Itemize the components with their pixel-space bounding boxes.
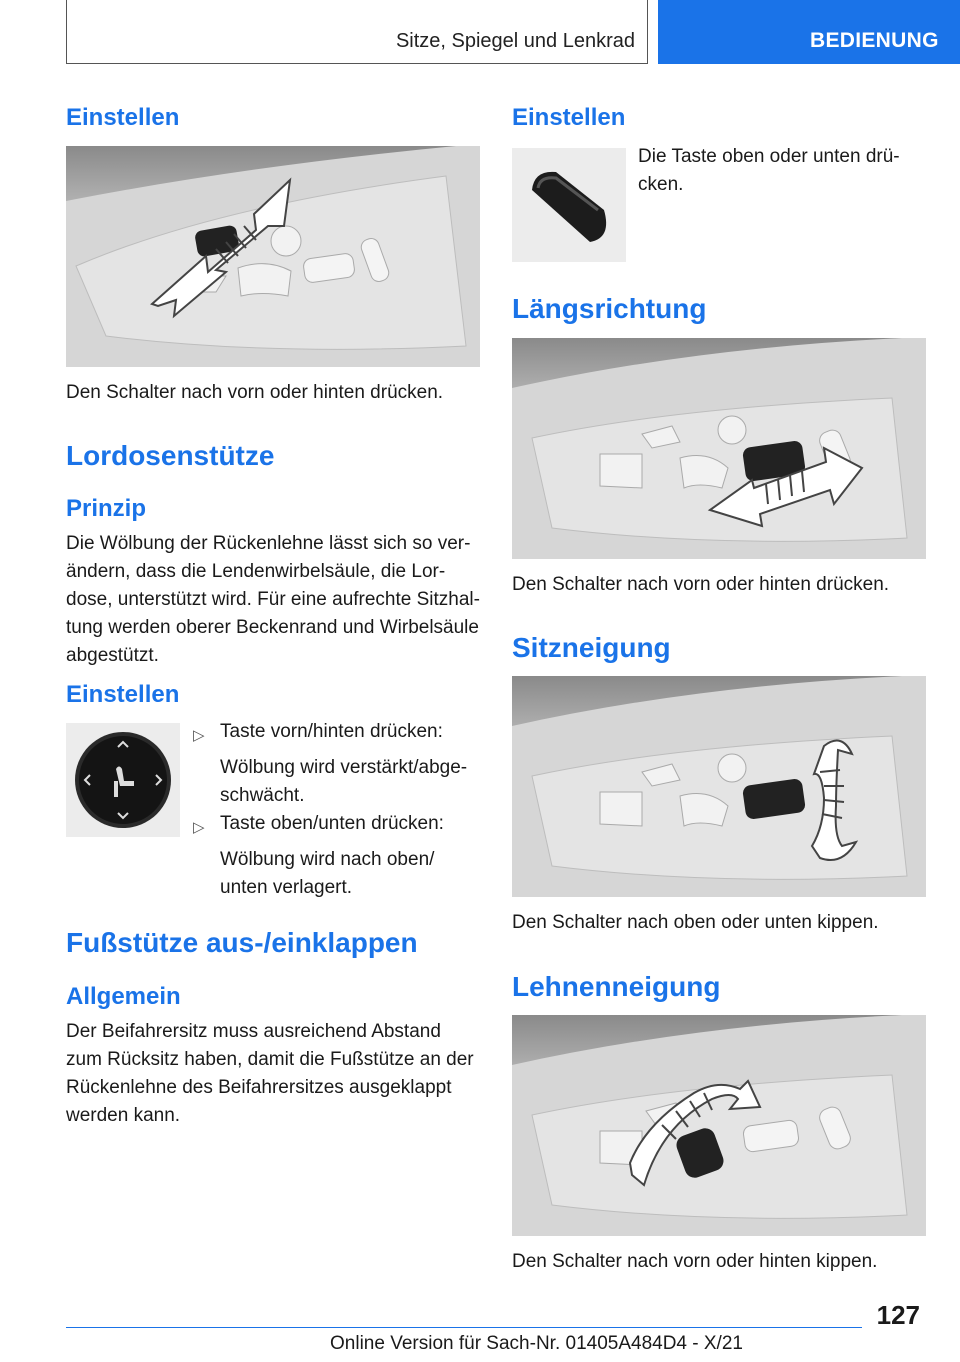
heading-einstellen-left: Einstellen	[66, 104, 180, 131]
heading-laengsrichtung: Längsrichtung	[512, 293, 707, 324]
heading-einstellen-right: Einstellen	[512, 104, 626, 131]
figure-rocker-button	[512, 148, 626, 262]
caption-seat-tilt: Den Schalter nach oben oder unten kippen.	[512, 912, 879, 933]
bullet-item-vorn-hinten: Taste vorn/hinten drücken: Wölbung wird verstärkt/abge- schwächt.	[220, 721, 468, 806]
figure-lumbar-control	[66, 723, 180, 837]
paragraph-einstellen-right: Die Taste oben oder unten drü- cken.	[638, 146, 900, 195]
caption-longitudinal: Den Schalter nach vorn oder hinten drücken.	[512, 574, 890, 595]
heading-fussstuetze: Fußstütze aus-/einklappen	[66, 927, 418, 958]
heading-lordosenstuetze: Lordosenstütze	[66, 440, 275, 471]
paragraph-prinzip: Die Wölbung der Rückenlehne lässt sich so ver- ändern, dass die Lendenwirbelsäule, die Lor- dose, unterstützt wird. Für eine aufrechte Sitzhal- tung werden oberer Beckenrand und Wirbelsäule abgestützt.	[66, 533, 480, 666]
heading-allgemein: Allgemein	[66, 983, 181, 1010]
heading-einstellen-lordose: Einstellen	[66, 681, 180, 708]
page-number: 127	[876, 1300, 920, 1330]
header-section-title: Sitze, Spiegel und Lenkrad	[395, 30, 635, 52]
footer-online-version: Online Version für Sach-Nr. 01405A484D4 - X/21	[330, 1333, 743, 1354]
figure-seat-tilt	[512, 676, 926, 897]
heading-lehnenneigung: Lehnenneigung	[512, 971, 721, 1002]
caption-forward-back: Den Schalter nach vorn oder hinten drücken.	[66, 382, 444, 403]
caption-backrest-tilt: Den Schalter nach vorn oder hinten kippen.	[512, 1251, 878, 1272]
bullet-item-oben-unten: Taste oben/unten drücken: Wölbung wird nach oben/ unten verlagert.	[220, 813, 444, 898]
bullet-marker: ▷	[193, 727, 205, 744]
chapter-tab	[658, 0, 960, 64]
running-header	[66, 0, 648, 64]
figure-backrest-tilt	[512, 1015, 926, 1236]
paragraph-allgemein: Der Beifahrersitz muss ausreichend Abstand zum Rücksitz haben, damit die Fußstütze an der Rückenlehne des Beifahrersitzes ausgeklappt werden kann.	[66, 1021, 474, 1126]
heading-sitzneigung: Sitzneigung	[512, 632, 671, 663]
footer-rule	[66, 1327, 862, 1328]
chapter-tab-label: BEDIENUNG	[810, 29, 939, 52]
bullet-marker: ▷	[193, 819, 205, 836]
figure-seat-switch-forward-back	[66, 146, 480, 367]
figure-seat-longitudinal	[512, 338, 926, 559]
heading-prinzip: Prinzip	[66, 495, 147, 522]
